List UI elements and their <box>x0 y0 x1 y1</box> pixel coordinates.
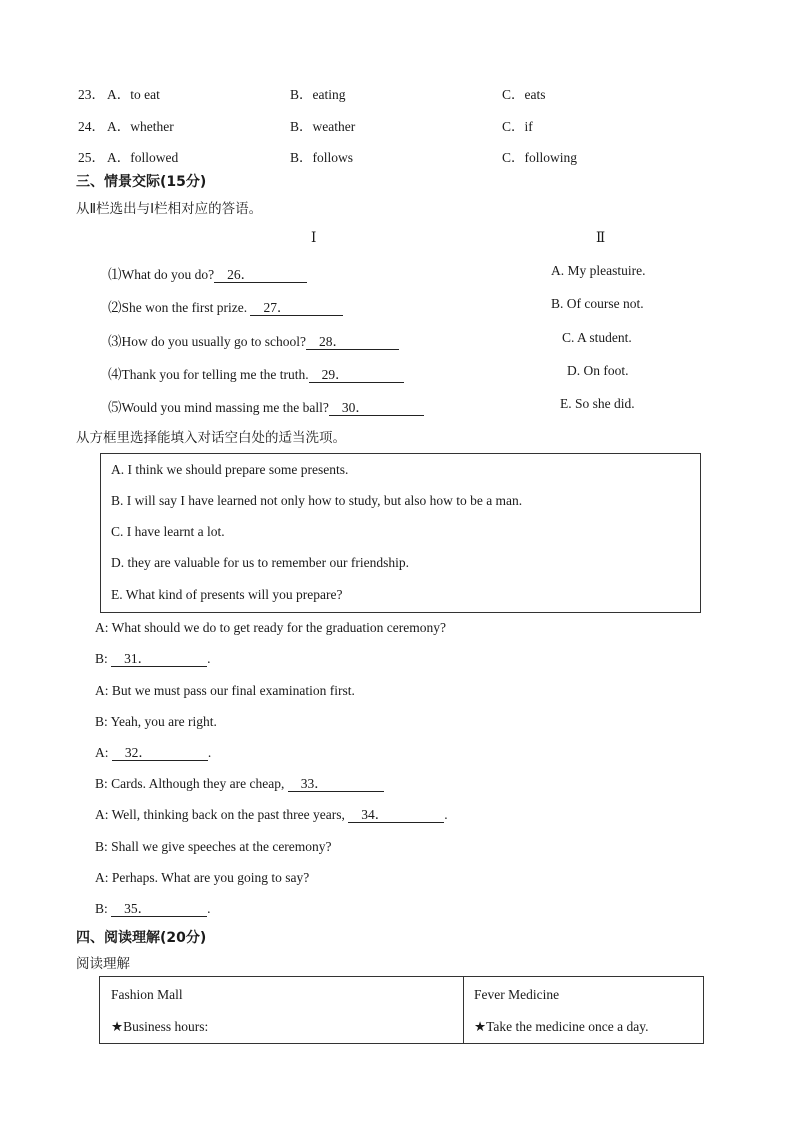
option-item: B. I will say I have learned not only how to study, but also how to be a man. <box>111 493 523 508</box>
option-b: B．follows <box>290 150 354 165</box>
matching-answer: A. My pleastuire. <box>551 263 646 278</box>
answer-blank: 28． <box>306 334 399 350</box>
option-item: A. I think we should prepare some presents. <box>111 462 349 477</box>
dialogue-line <box>95 776 384 792</box>
dialogue-text: A: <box>95 745 112 760</box>
dialogue-line <box>95 714 217 730</box>
answer-blank: 32． <box>112 745 208 761</box>
matching-answer: D. On foot. <box>567 363 629 378</box>
answer-blank: 27． <box>250 300 343 316</box>
option-c: C．eats <box>502 87 546 102</box>
matching-answer: B. Of course not. <box>551 296 644 311</box>
dialogue-text: . <box>207 901 211 916</box>
dialogue-text: B: <box>95 651 112 666</box>
answer-blank: 33． <box>288 776 384 792</box>
question-text: ⑶How do you usually go to school? <box>108 334 306 349</box>
table-divider <box>463 977 464 1043</box>
option-a: A．to eat <box>107 87 160 102</box>
dialogue-line <box>95 620 446 636</box>
matching-question <box>108 330 399 350</box>
question-number: 23． <box>78 87 105 102</box>
dialogue-text: . <box>207 745 212 760</box>
option-item: C. I have learnt a lot. <box>111 524 225 539</box>
dialogue-text: B: Shall we give speeches at the ceremony? <box>95 839 332 854</box>
matching-question <box>108 263 307 283</box>
option-item: E. What kind of presents will you prepare? <box>111 587 343 602</box>
answer-blank: 35． <box>111 901 207 917</box>
option-a: A．followed <box>107 150 179 165</box>
table-cell-right-line: ★Take the medicine once a day. <box>474 1019 649 1034</box>
reading-table <box>99 976 704 1044</box>
options-box <box>100 453 701 613</box>
answer-blank: 34． <box>348 807 444 823</box>
table-cell-right-title: Fever Medicine <box>474 987 560 1002</box>
answer-blank: 30． <box>329 400 424 416</box>
dialogue-text: B: Cards. Although they are cheap, <box>95 776 288 791</box>
option-b: B．eating <box>290 87 346 102</box>
option-item: D. they are valuable for us to remember our friendship. <box>111 555 410 570</box>
answer-blank: 31． <box>111 651 207 667</box>
option-c: C．following <box>502 150 578 165</box>
dialogue-text: . <box>207 651 211 666</box>
dialogue-line <box>95 683 355 699</box>
dialogue-text: . <box>444 807 448 822</box>
section4-subheading: 阅读理解 <box>76 956 130 972</box>
dialogue-text: A: Well, thinking back on the past three years, <box>95 807 349 822</box>
dialogue-line <box>95 745 211 761</box>
dialogue-line <box>95 839 332 855</box>
answer-blank: 26． <box>214 267 307 283</box>
dialogue-text: A: Perhaps. What are you going to say? <box>95 870 310 885</box>
question-text: ⑸Would you mind massing me the ball? <box>108 400 329 415</box>
dialogue-line <box>95 901 211 917</box>
matching-answer: E. So she did. <box>560 396 635 411</box>
dialogue-text: B: <box>95 901 112 916</box>
dialogue-line <box>95 807 448 823</box>
option-b: B．weather <box>290 119 356 134</box>
dialogue-line <box>95 870 309 886</box>
matching-answer: C. A student. <box>562 330 632 345</box>
matching-question <box>108 296 343 316</box>
table-cell-left-title: Fashion Mall <box>111 987 183 1002</box>
answer-blank: 29． <box>309 367 404 383</box>
dialogue-text: B: Yeah, you are right. <box>95 714 217 729</box>
dialogue-line <box>95 651 211 667</box>
option-a: A．whether <box>107 119 174 134</box>
section4-heading: 四、阅读理解(20分) <box>76 930 207 946</box>
matching-question <box>108 396 424 416</box>
section3-heading: 三、情景交际(15分) <box>76 174 207 190</box>
matching-question <box>108 363 404 383</box>
column-header-1: Ⅰ <box>311 230 317 245</box>
question-number: 25． <box>78 150 105 165</box>
option-c: C．if <box>502 119 533 134</box>
section3-instruction2: 从方框里选择能填入对话空白处的适当洗项。 <box>76 430 346 446</box>
question-text: ⑴What do you do? <box>108 267 215 282</box>
dialogue-text: A: What should we do to get ready for the graduation ceremony? <box>95 620 447 635</box>
column-header-2: Ⅱ <box>596 230 606 245</box>
dialogue-text: A: But we must pass our final examination first. <box>95 683 355 698</box>
table-cell-left-line: ★Business hours: <box>111 1019 209 1034</box>
section3-instruction: 从Ⅱ栏选出与Ⅰ栏相对应的答语。 <box>76 201 263 217</box>
question-number: 24． <box>78 119 105 134</box>
question-text: ⑵She won the first prize. <box>108 300 251 315</box>
question-text: ⑷Thank you for telling me the truth. <box>108 367 309 382</box>
